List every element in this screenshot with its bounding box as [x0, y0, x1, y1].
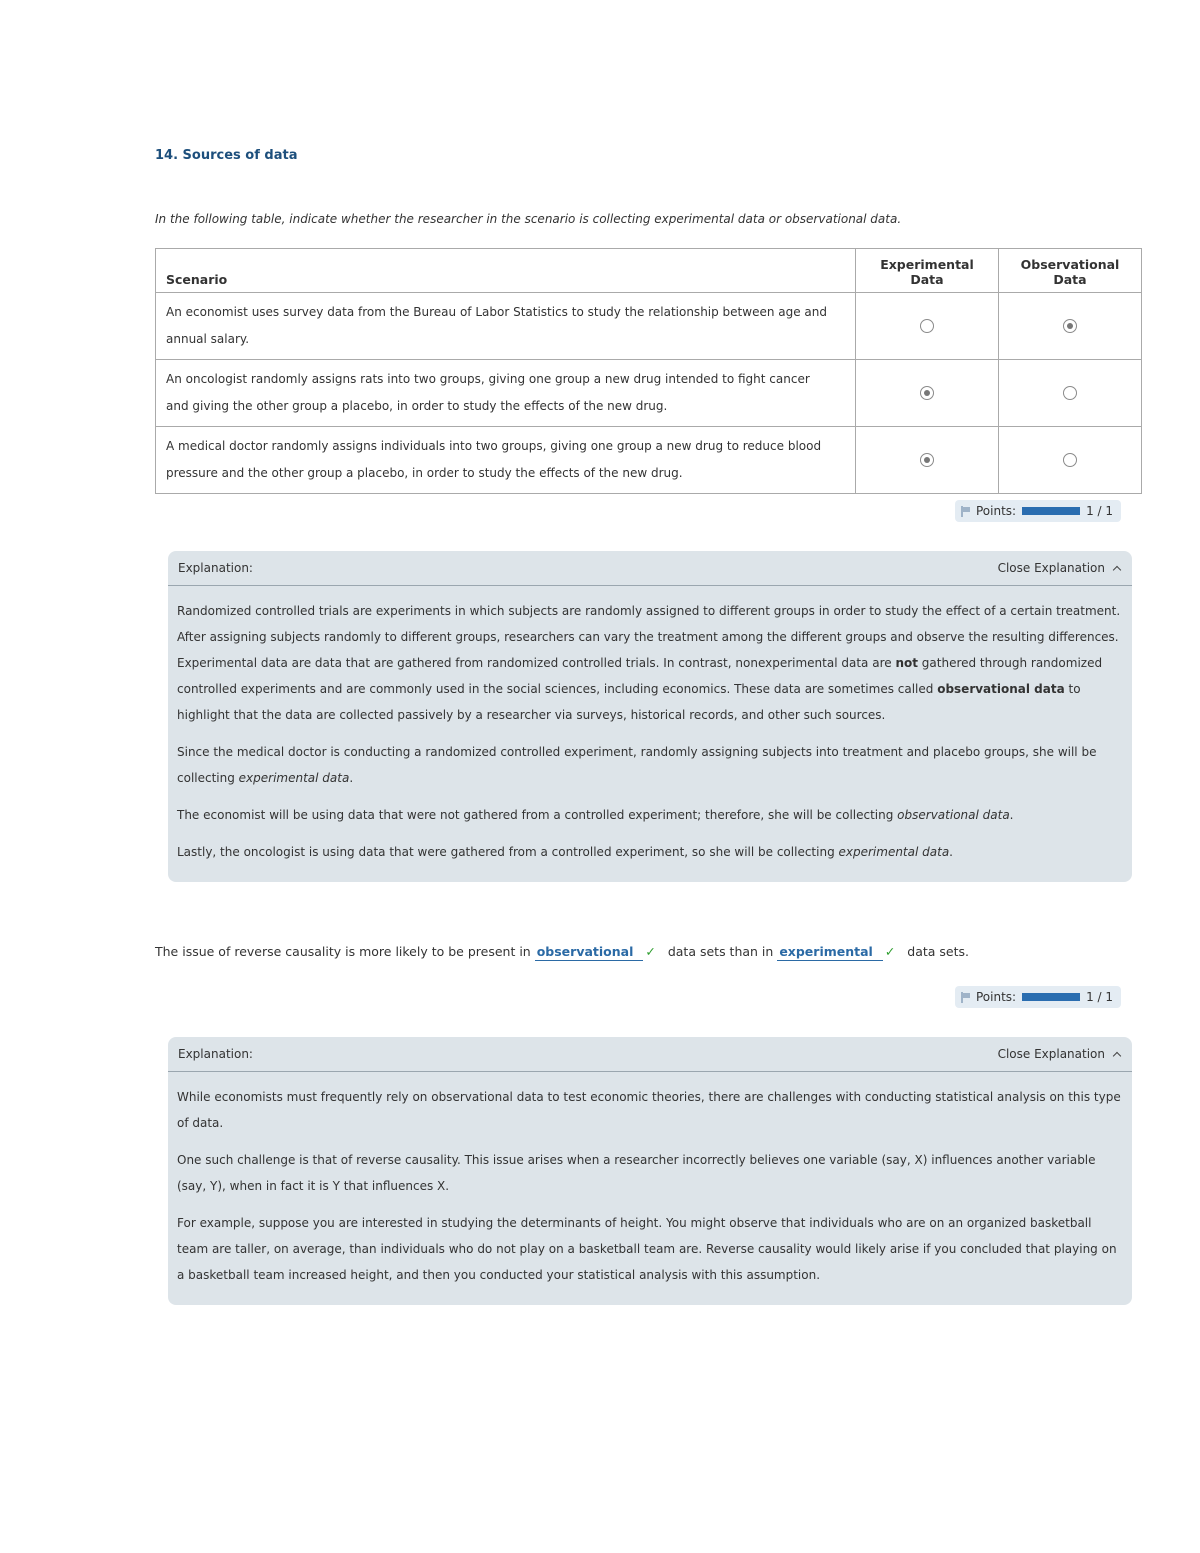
table-header-row — [156, 249, 1142, 293]
radio-experimental[interactable] — [920, 386, 934, 400]
explanation-paragraph: Since the medical doctor is conducting a randomized controlled experiment, randomly assigning subjects into treatment and placebo groups, she will be collecting experimental data. — [177, 745, 1097, 785]
header-scenario: Scenario — [156, 249, 856, 293]
points-label: Points: — [976, 990, 1017, 1004]
question-title: 14. Sources of data — [155, 148, 298, 163]
explanation-paragraph: Randomized controlled trials are experiments in which subjects are randomly assigned to different groups in order to study the effect of a certain treatment. After assigning subjects randomly to different groups, researchers can vary the treatment among the different groups and observe the resulting differences. Experimental data are data that are gathered from randomized controlled trials. In contrast, nonexperimental data are not gathered through randomized controlled experiments and are commonly used in the social sciences, including economics. These data are sometimes called observational data to highlight that the data are collected passively by a researcher via surveys, historical records, and other such sources. — [177, 604, 1121, 722]
explanation-panel — [168, 1037, 1132, 1305]
explanation-body — [168, 1072, 1132, 1305]
points-score: 1 / 1 — [1086, 504, 1114, 518]
flag-icon — [961, 992, 970, 1003]
explanation-body — [168, 586, 1132, 882]
chevron-up-icon — [1113, 565, 1121, 573]
table-row — [156, 293, 1142, 360]
points-bar-fill — [1022, 507, 1080, 515]
points-indicator — [955, 500, 1121, 522]
explanation-paragraph: One such challenge is that of reverse causality. This issue arises when a researcher incorrectly believes one variable (say, X) influences another variable (say, Y), when in fact it is Y that influences X. — [177, 1153, 1096, 1193]
close-explanation-button[interactable] — [998, 1047, 1120, 1061]
radio-observational[interactable] — [1063, 319, 1077, 333]
answer-dropdown-2[interactable]: experimental — [777, 944, 883, 961]
table-row — [156, 360, 1142, 427]
radio-experimental[interactable] — [920, 319, 934, 333]
explanation-paragraph: While economists must frequently rely on observational data to test economic theories, there are challenges with conducting statistical analysis on this type of data. — [177, 1090, 1121, 1130]
points-label: Points: — [976, 504, 1017, 518]
close-explanation-button[interactable] — [998, 561, 1120, 575]
radio-observational[interactable] — [1063, 386, 1077, 400]
points-bar-fill — [1022, 993, 1080, 1001]
radio-observational[interactable] — [1063, 453, 1077, 467]
points-indicator — [955, 986, 1121, 1008]
scenario-table — [155, 248, 1142, 494]
scenario-text: An economist uses survey data from the Bureau of Labor Statistics to study the relationship between age and annual salary. — [156, 293, 856, 360]
chevron-up-icon — [1113, 1051, 1121, 1059]
radio-experimental[interactable] — [920, 453, 934, 467]
explanation-paragraph: For example, suppose you are interested in studying the determinants of height. You might observe that individuals who are on an organized basketball team are taller, on average, than individuals who do not play on a basketball team are. Reverse causality would likely arise if you concluded that playing on a basketball team increased height, and then you conducted your statistical analysis with this assumption. — [177, 1216, 1117, 1282]
header-observational: Observational Data — [999, 249, 1142, 293]
explanation-panel — [168, 551, 1132, 882]
table-row — [156, 427, 1142, 494]
reverse-causality-sentence: The issue of reverse causality is more likely to be present in observational ✓ data sets than in experimental ✓ data sets. — [155, 944, 970, 959]
explanation-heading: Explanation: — [178, 561, 253, 575]
explanation-paragraph: The economist will be using data that were not gathered from a controlled experiment; therefore, she will be collecting observational data. — [177, 808, 1014, 822]
explanation-paragraph: Lastly, the oncologist is using data that were gathered from a controlled experiment, so she will be collecting experimental data. — [177, 845, 953, 859]
explanation-header — [168, 1037, 1132, 1072]
header-experimental: Experimental Data — [856, 249, 999, 293]
points-bar — [1022, 507, 1080, 515]
points-score: 1 / 1 — [1086, 990, 1114, 1004]
explanation-header — [168, 551, 1132, 586]
scenario-text: A medical doctor randomly assigns individuals into two groups, giving one group a new drug to reduce blood pressure and the other group a placebo, in order to study the effects of the new drug. — [156, 427, 856, 494]
check-icon: ✓ — [884, 944, 896, 959]
flag-icon — [961, 506, 970, 517]
answer-dropdown-1[interactable]: observational — [535, 944, 644, 961]
points-bar — [1022, 993, 1080, 1001]
explanation-heading: Explanation: — [178, 1047, 253, 1061]
check-icon: ✓ — [645, 944, 656, 959]
close-explanation-label: Close Explanation — [997, 1047, 1105, 1061]
question-instructions: In the following table, indicate whether the researcher in the scenario is collecting experimental data or observational data. — [155, 212, 902, 226]
close-explanation-label: Close Explanation — [997, 561, 1105, 575]
scenario-text: An oncologist randomly assigns rats into two groups, giving one group a new drug intended to fight cancer and giving the other group a placebo, in order to study the effects of the new drug. — [156, 360, 856, 427]
